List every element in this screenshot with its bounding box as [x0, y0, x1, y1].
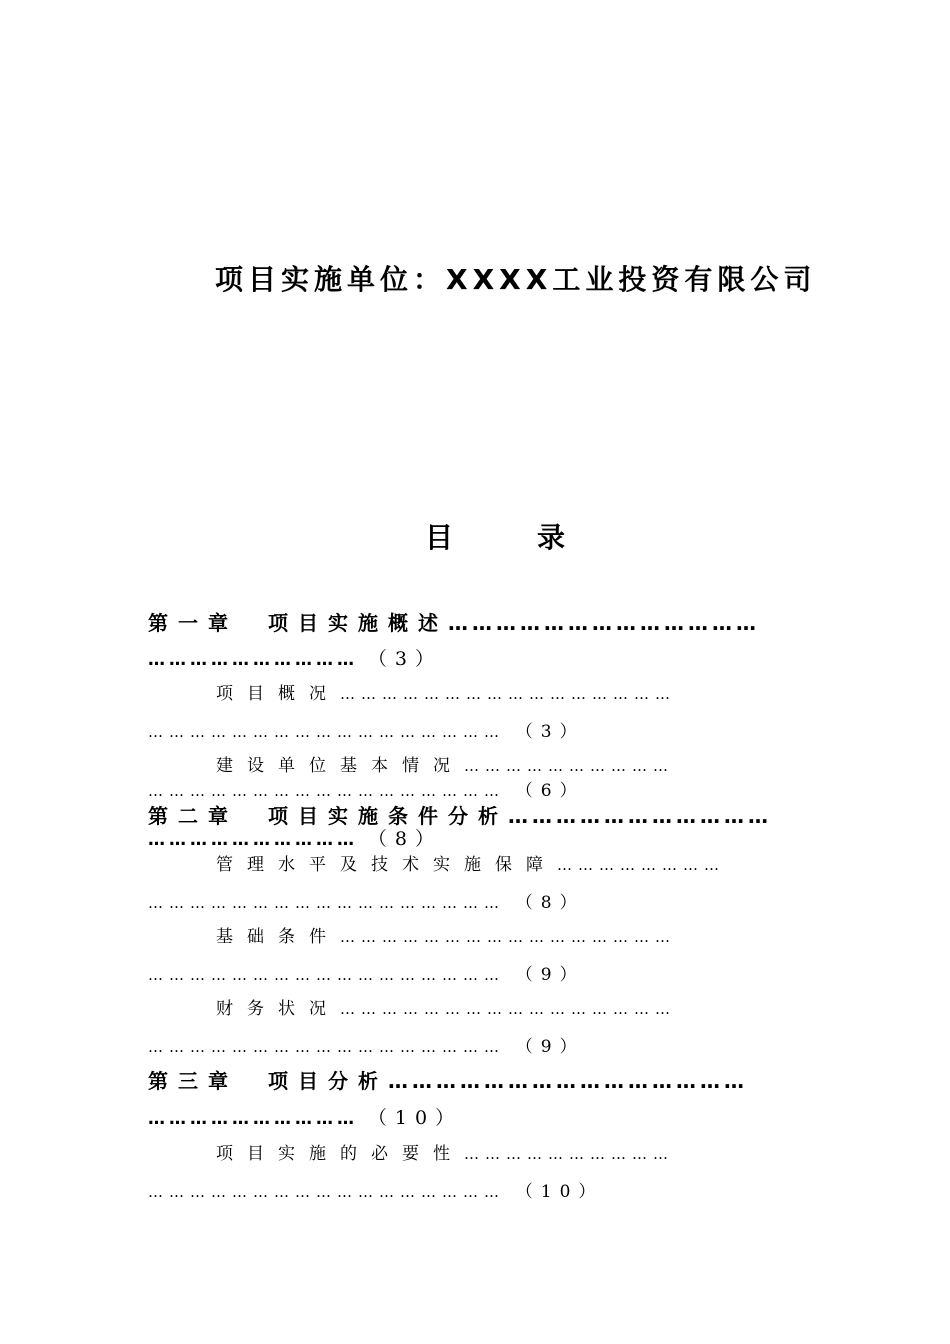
toc-section-2-2[interactable]	[216, 929, 676, 946]
toc-page-number: （9）	[515, 1037, 585, 1057]
toc-entry-label: 项目实施的必要性	[216, 1144, 464, 1164]
toc-section-1-1-cont	[148, 724, 585, 741]
toc-chapter-2-cont	[148, 830, 442, 849]
toc-chapter-1-cont	[148, 650, 442, 669]
toc-leader-dots: ……………………………………………	[148, 782, 505, 800]
toc-entry-label: 第二章 项目实施条件分析	[148, 804, 508, 828]
toc-section-1-2[interactable]	[216, 758, 674, 775]
toc-section-2-2-cont	[148, 967, 585, 984]
toc-entry-label: 项目概况	[216, 684, 340, 704]
toc-leader-dots: ……………………………………………	[148, 723, 505, 741]
toc-leader-dots: …………………………	[148, 830, 358, 850]
toc-entry-label: 第三章 项目分析	[148, 1069, 388, 1093]
company-line: 项目实施单位：XXXX工业投资有限公司	[215, 263, 817, 296]
toc-page-number: （10）	[367, 1107, 463, 1129]
toc-leader-dots: …………………………………	[448, 611, 760, 635]
toc-page-number: （8）	[367, 828, 443, 850]
toc-entry-label: 管理水平及技术实施保障	[216, 855, 557, 875]
toc-leader-dots: …………………………	[148, 650, 358, 670]
toc-leader-dots: …………………………	[148, 1109, 358, 1129]
toc-page-number: （3）	[515, 722, 585, 742]
toc-section-2-3-cont	[148, 1039, 585, 1056]
toc-leader-dots: …………………………	[464, 1145, 674, 1163]
toc-entry-label: 基础条件	[216, 927, 340, 947]
toc-leader-dots: ……………………………………………	[148, 1038, 505, 1056]
toc-leader-dots: ……………………………………………	[148, 966, 505, 984]
toc-leader-dots: …………………………………………	[340, 1000, 676, 1018]
toc-section-2-1-cont	[148, 895, 585, 912]
toc-title-right: 录	[537, 521, 566, 554]
toc-chapter-1[interactable]	[148, 613, 760, 633]
toc-page-number: （6）	[515, 781, 585, 801]
toc-chapter-3[interactable]	[148, 1071, 748, 1091]
toc-page-number: （3）	[367, 648, 443, 670]
toc-page-number: （10）	[515, 1182, 604, 1202]
toc-leader-dots: ……………………………………………	[148, 894, 505, 912]
toc-title-left: 目	[425, 521, 454, 554]
toc-entry-label: 建设单位基本情况	[216, 756, 464, 776]
toc-leader-dots: …………………………………………	[340, 928, 676, 946]
toc-entry-label: 财务状况	[216, 999, 340, 1019]
toc-section-3-1-cont	[148, 1184, 603, 1201]
toc-section-2-3[interactable]	[216, 1001, 676, 1018]
toc-entry-label: 第一章 项目实施概述	[148, 611, 448, 635]
toc-section-3-1[interactable]	[216, 1146, 674, 1163]
toc-page-number: （8）	[515, 893, 585, 913]
toc-section-1-2-cont	[148, 783, 585, 800]
toc-leader-dots: ……………………	[557, 856, 725, 874]
toc-section-1-1[interactable]	[216, 686, 676, 703]
toc-leader-dots: …………………………………………	[340, 685, 676, 703]
toc-leader-dots: …………………………	[464, 757, 674, 775]
toc-title	[425, 516, 565, 556]
toc-section-2-1[interactable]	[216, 857, 725, 874]
toc-leader-dots: ………………………………………	[388, 1069, 748, 1093]
toc-page-number: （9）	[515, 965, 585, 985]
toc-chapter-3-cont	[148, 1109, 462, 1128]
toc-leader-dots: ……………………………………………	[148, 1183, 505, 1201]
toc-leader-dots: ……………………………	[508, 804, 772, 828]
toc-chapter-2[interactable]	[148, 806, 772, 826]
